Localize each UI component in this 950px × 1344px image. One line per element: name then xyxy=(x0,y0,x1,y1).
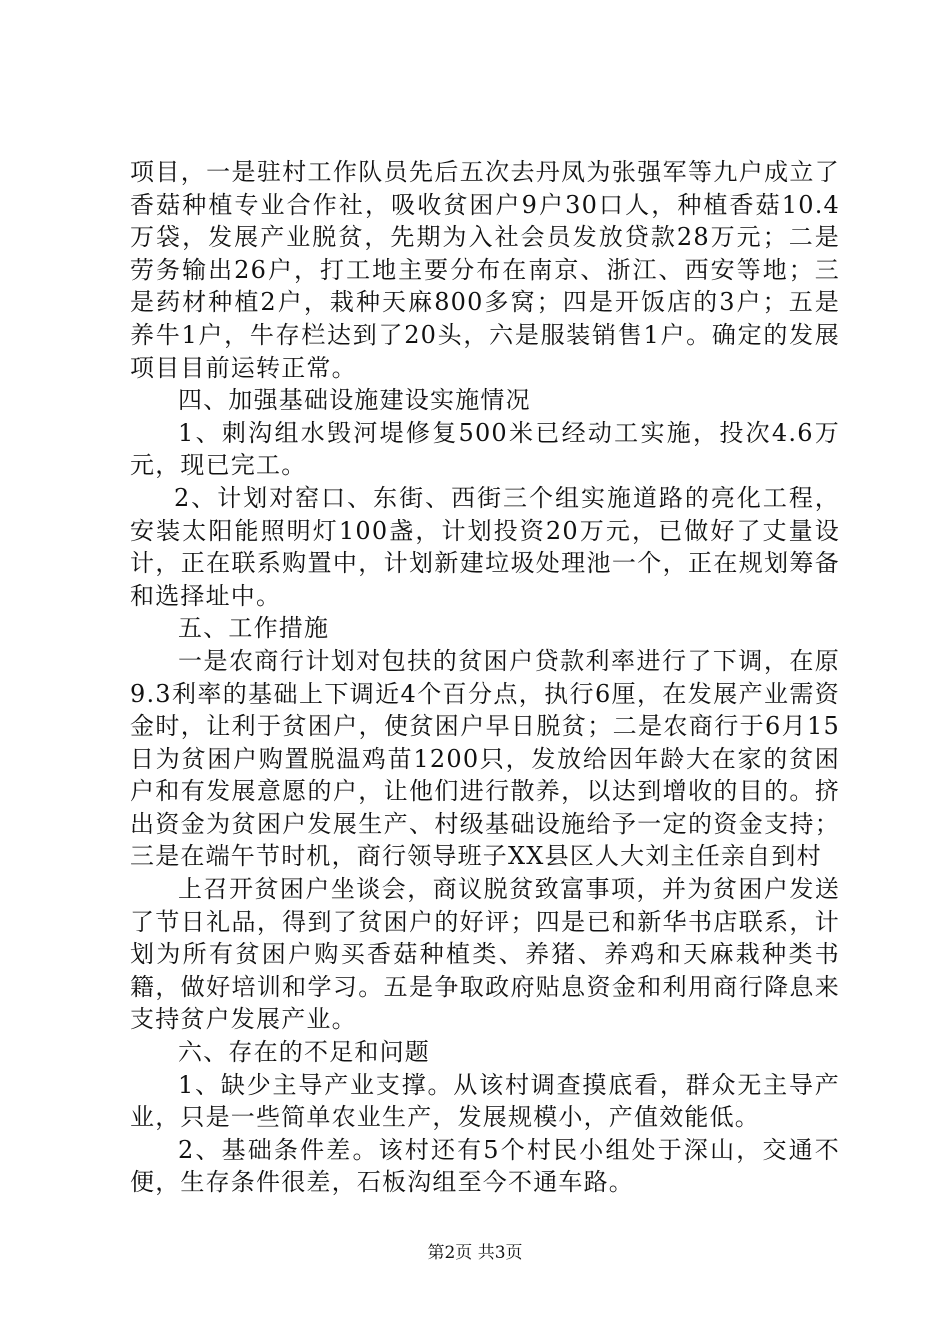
heading-measures: 五、工作措施 xyxy=(178,614,330,643)
paragraph-projects: 项目，一是驻村工作队员先后五次去丹凤为张强军等九户成立了香菇种植专业合作社，吸收贫困户9户30口人，种植香菇10.4万袋，发展产业脱贫，先期为入社会员发放贷款28万元；二是劳务输出26户，打工地主要分布在南京、浙江、西安等地；三是药材种植2户，栽种天麻800多窝；四是开饭店的3户；五是养牛1户，牛存栏达到了20头，六是服装销售1户。确定的发展项目目前运转正常。 xyxy=(130,158,840,382)
paragraph-infrastructure-2: 2、计划对窑口、东街、西街三个组实施道路的亮化工程，安装太阳能照明灯100盏，计划投资20万元，已做好了丈量设计，正在联系购置中，计划新建垃圾处理池一个，正在规划筹备和选择址中。 xyxy=(130,483,840,610)
document-body xyxy=(130,156,840,1199)
paragraph-problems-2: 2、基础条件差。该村还有5个村民小组处于深山，交通不便，生存条件很差，石板沟组至今不通车路。 xyxy=(130,1135,840,1197)
heading-infrastructure: 四、加强基础设施建设实施情况 xyxy=(178,386,531,415)
heading-problems: 六、存在的不足和问题 xyxy=(178,1038,430,1067)
paragraph-measures-1: 一是农商行计划对包扶的贫困户贷款利率进行了下调，在原9.3利率的基础上下调近4个百分点，执行6厘，在发展产业需资金时，让利于贫困户，使贫困户早日脱贫；二是农商行于6月15日为贫困户购置脱温鸡苗1200只，发放给因年龄大在家的贫困户和有发展意愿的户，让他们进行散养，以达到增收的目的。挤出资金为贫困户发展生产、村级基础设施给予一定的资金支持；三是在端午节时机，商行领导班子XX县区人大刘主任亲自到村 xyxy=(130,646,840,871)
paragraph-infrastructure-1: 1、刺沟组水毁河堤修复500米已经动工实施，投次4.6万元，现已完工。 xyxy=(130,418,840,480)
page-footer: 第2页 共3页 xyxy=(427,1243,523,1263)
paragraph-problems-1: 1、缺少主导产业支撑。从该村调查摸底看，群众无主导产业，只是一些简单农业生产，发展规模小，产值效能低。 xyxy=(130,1070,840,1132)
paragraph-measures-2: 上召开贫困户坐谈会，商议脱贫致富事项，并为贫困户发送了节日礼品，得到了贫困户的好评；四是已和新华书店联系，计划为所有贫困户购买香菇种植类、养猪、养鸡和天麻栽种类书籍，做好培训和学习。五是争取政府贴息资金和利用商行降息来支持贫户发展产业。 xyxy=(130,875,840,1034)
